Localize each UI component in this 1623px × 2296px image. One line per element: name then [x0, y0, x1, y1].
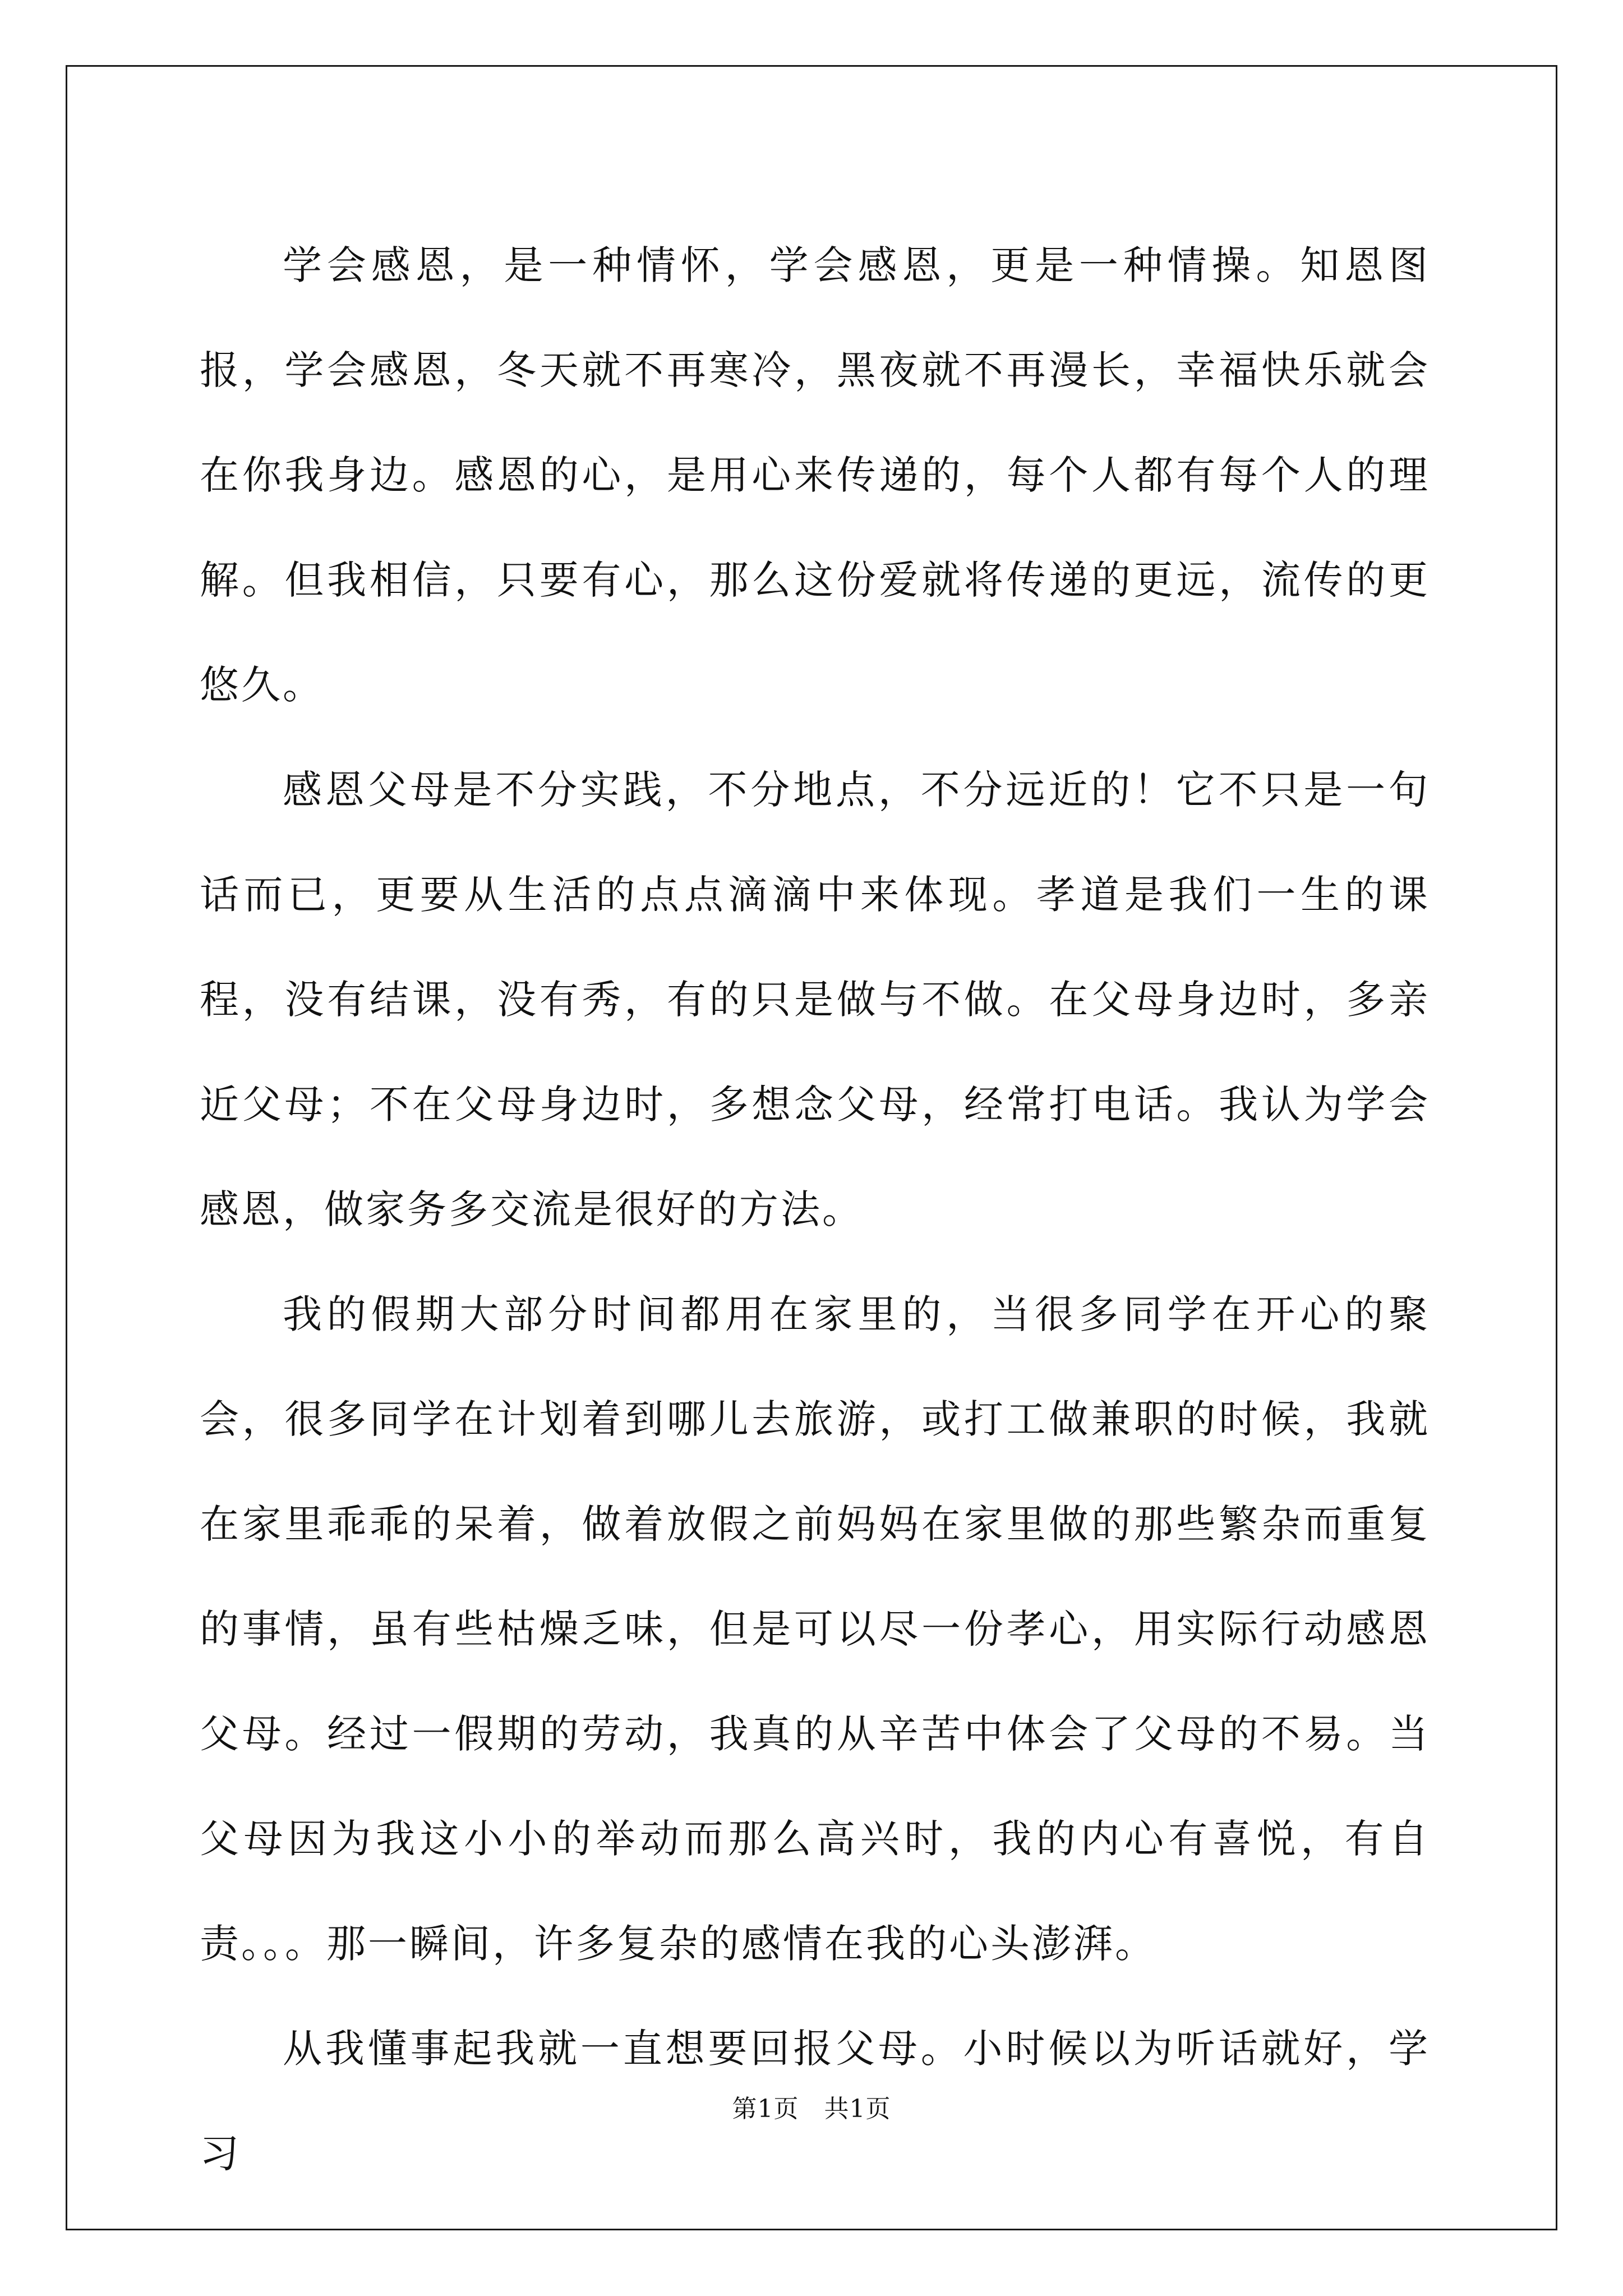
page-total: 共1页 — [824, 2095, 891, 2123]
paragraph: 感恩父母是不分实践，不分地点，不分远近的！它不只是一句话而已，更要从生活的点点滴滴中来体现。孝道是我们一生的课程，没有结课，没有秀，有的只是做与不做。在父母身边时，多亲近父母；不在父母身边时，多想念父母，经常打电话。我认为学会感恩，做家务多交流是很好的方法。 — [200, 767, 1430, 1232]
footer-gap — [799, 2095, 824, 2123]
paragraph: 从我懂事起我就一直想要回报父母。小时候以为听话就好，学习 — [200, 2026, 1430, 2177]
document-body — [200, 213, 1430, 2206]
paragraph: 我的假期大部分时间都用在家里的，当很多同学在开心的聚会，很多同学在计划着到哪儿去旅游，或打工做兼职的时候，我就在家里乖乖的呆着，做着放假之前妈妈在家里做的那些繁杂而重复的事情，虽有些枯燥乏味，但是可以尽一份孝心，用实际行动感恩父母。经过一假期的劳动，我真的从辛苦中体会了父母的不易。当父母因为我这小小的举动而那么高兴时，我的内心有喜悦，有自责。。。那一瞬间，许多复杂的感情在我的心头澎湃。 — [200, 1291, 1430, 1967]
paragraph: 学会感恩，是一种情怀，学会感恩，更是一种情操。知恩图报，学会感恩，冬天就不再寒冷，黑夜就不再漫长，幸福快乐就会在你我身边。感恩的心，是用心来传递的，每个人都有每个人的理解。但我相信，只要有心，那么这份爱就将传递的更远，流传的更悠久。 — [200, 242, 1430, 708]
page-number: 第1页 — [732, 2095, 799, 2123]
page-footer — [0, 2092, 1623, 2126]
